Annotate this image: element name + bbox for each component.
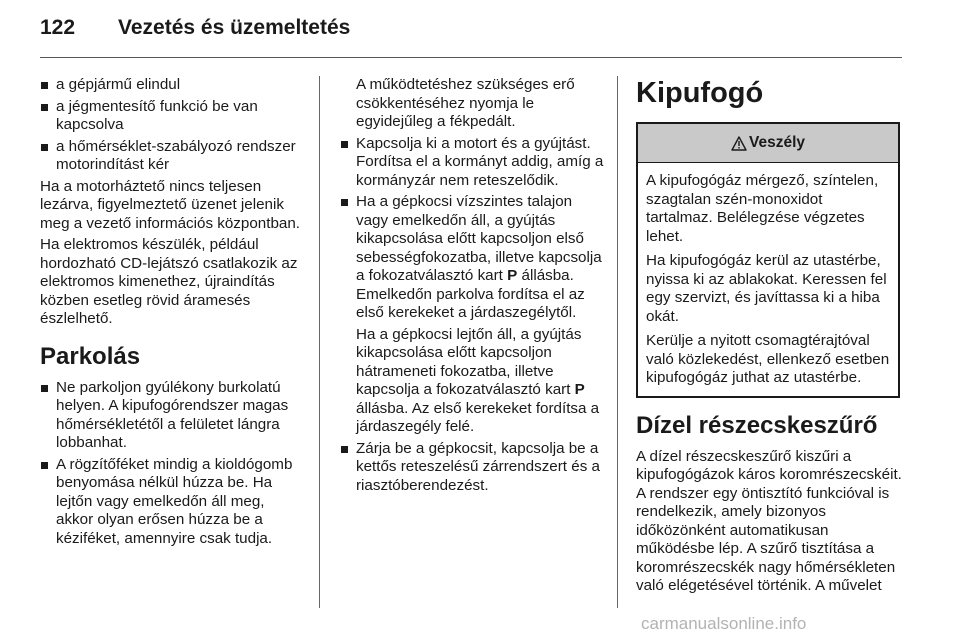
list-item: Ne parkoljon gyúlékony burkolatú helyen. A kipufogórendszer magas hőmérsékletétől a felületet lángra lobbanhat. — [40, 379, 302, 453]
list-item: A rögzítőféket mindig a kioldógomb benyomása nélkül húzza be. Ha lejtőn vagy emelkedőn áll meg, akkor olyan erősen húzza be a kéziféket, amennyire csak tudja. — [40, 456, 302, 549]
page-title: Vezetés és üzemeltetés — [118, 16, 351, 39]
parking-steps-list — [340, 440, 606, 496]
list-item: a gépjármű elindul — [40, 76, 302, 95]
warning-triangle-icon — [731, 136, 747, 151]
paragraph: Ha a motorháztető nincs teljesen lezárva, figyelmeztető üzenet jelenik meg a vezető információs központban. — [40, 177, 301, 232]
list-item: a hőmérséklet-szabályozó rendszer motorindítást kér — [40, 138, 302, 175]
section-heading-parking: Parkolás — [40, 342, 141, 370]
bullet-icon — [341, 199, 348, 206]
gear-position-label: P — [507, 267, 518, 284]
bullet-icon — [41, 82, 48, 89]
warning-paragraph: Kerülje a nyitott csomagtérajtóval való közlekedést, ellenkező esetben kipufogógáz juthat az utastérbe. — [646, 332, 890, 386]
bullet-icon — [41, 462, 48, 469]
parking-steps-list — [340, 135, 606, 323]
header-divider — [40, 57, 902, 58]
section-heading-diesel-filter: Dízel részecskeszűrő — [636, 411, 878, 439]
gear-position-label: P — [574, 381, 585, 398]
list-item: Ha a gépkocsi vízszintes talajon vagy emelkedőn áll, a gyújtás kikapcsolása előtt kapcsoljon első sebességfokozatba, illetve kapcsolja a fokozatválasztó kart P állásba. Emelkedőn parkolva fordítsa el az első kerekeket a járdaszegélytől. — [340, 193, 606, 323]
paragraph: A működtetéshez szükséges erő csökkentéséhez nyomja le egyidejűleg a fékpedált. — [356, 76, 575, 130]
list-item: Kapcsolja ki a motort és a gyújtást. Fordítsa el a kormányt addig, amíg a kormányzár nem reteszelődik. — [340, 135, 606, 191]
bullet-icon — [41, 144, 48, 151]
warning-box — [636, 122, 900, 398]
section-heading-exhaust: Kipufogó — [636, 77, 764, 109]
paragraph: A dízel részecskeszűrő kiszűri a kipufogógázok káros koromrészecskéit. A rendszer egy öntisztító funkcióval is rendelkezik, amely bizonyos időközönként automatikusan működésbe lép. A szűrő tisztítása a koromrészecskék nagy hőmérsékleten való elégetésével történik. A művelet — [636, 447, 902, 594]
bullet-icon — [341, 141, 348, 148]
parking-list — [40, 379, 302, 549]
list-item: a jégmentesítő funkció be van kapcsolva — [40, 98, 302, 135]
warning-body — [638, 163, 898, 396]
column-divider — [617, 76, 618, 608]
page-number: 122 — [40, 16, 76, 39]
column-left — [40, 76, 302, 551]
warning-paragraph: Ha kipufogógáz kerül az utastérbe, nyissa ki az ablakokat. Keressen fel egy szervizt, és javíttassa ki a hiba okát. — [646, 252, 887, 325]
column-middle — [340, 76, 606, 498]
column-right — [636, 76, 904, 599]
start-conditions-list — [40, 76, 302, 175]
bullet-icon — [41, 104, 48, 111]
bullet-icon — [41, 385, 48, 392]
warning-paragraph: A kipufogógáz mérgező, színtelen, szagtalan szén-monoxidot tartalmaz. Belélegzése végzetes lehet. — [646, 172, 879, 245]
bullet-icon — [341, 446, 348, 453]
paragraph: Ha a gépkocsi lejtőn áll, a gyújtás kikapcsolása előtt kapcsoljon hátrameneti fokozatba, illetve kapcsolja a fokozatválasztó kart P állásba. Az első kerekeket fordítsa a járdaszegély felé. — [356, 325, 600, 435]
warning-title: Veszély — [748, 133, 806, 151]
warning-header — [638, 124, 898, 163]
watermark: carmanualsonline.info — [641, 614, 807, 633]
column-divider — [319, 76, 320, 608]
list-item: Zárja be a gépkocsit, kapcsolja be a kettős reteszelésű zárrendszert és a riasztóberendezést. — [340, 440, 606, 496]
paragraph: Ha elektromos készülék, például hordozható CD-lejátszó csatlakozik az elektromos kimenethez, újraindítás közben esetleg rövid áramesés észlelhető. — [40, 236, 298, 327]
